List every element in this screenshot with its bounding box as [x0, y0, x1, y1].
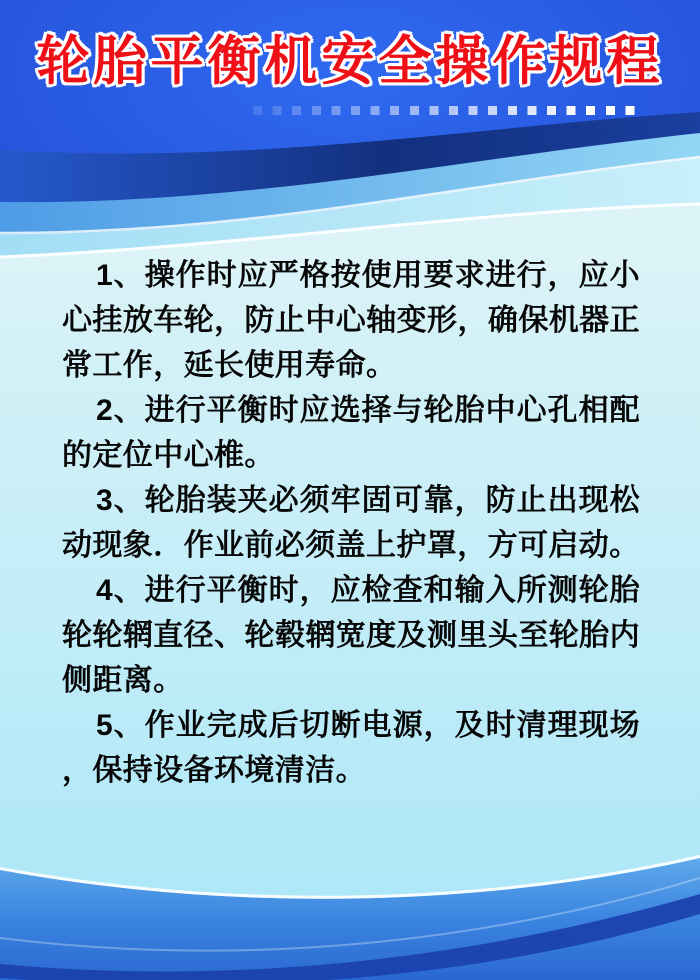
rule-item-1: 1、操作时应严格按使用要求进行，应小心挂放车轮，防止中心轴变形，确保机器正常工作，延长使用寿命。 — [62, 259, 640, 382]
rules-list — [62, 253, 640, 793]
rule-item-3: 3、轮胎装夹必须牢固可靠，防止出现松动现象．作业前必须盖上护罩，方可启动。 — [62, 484, 640, 562]
rule-item-2: 2、进行平衡时应选择与轮胎中心孔相配的定位中心椎。 — [62, 394, 640, 472]
dotted-divider — [253, 106, 645, 115]
rule-item-4: 4、进行平衡时，应检查和输入所测轮胎轮轮辋直径、轮毂辋宽度及测里头至轮胎内侧距离。 — [62, 574, 640, 697]
rule-item-5: 5、作业完成后切断电源，及时清理现场，保持设备环境清洁。 — [62, 709, 640, 787]
footer-wave-graphic — [0, 820, 700, 980]
poster-title: 轮胎平衡机安全操作规程 — [36, 32, 664, 91]
